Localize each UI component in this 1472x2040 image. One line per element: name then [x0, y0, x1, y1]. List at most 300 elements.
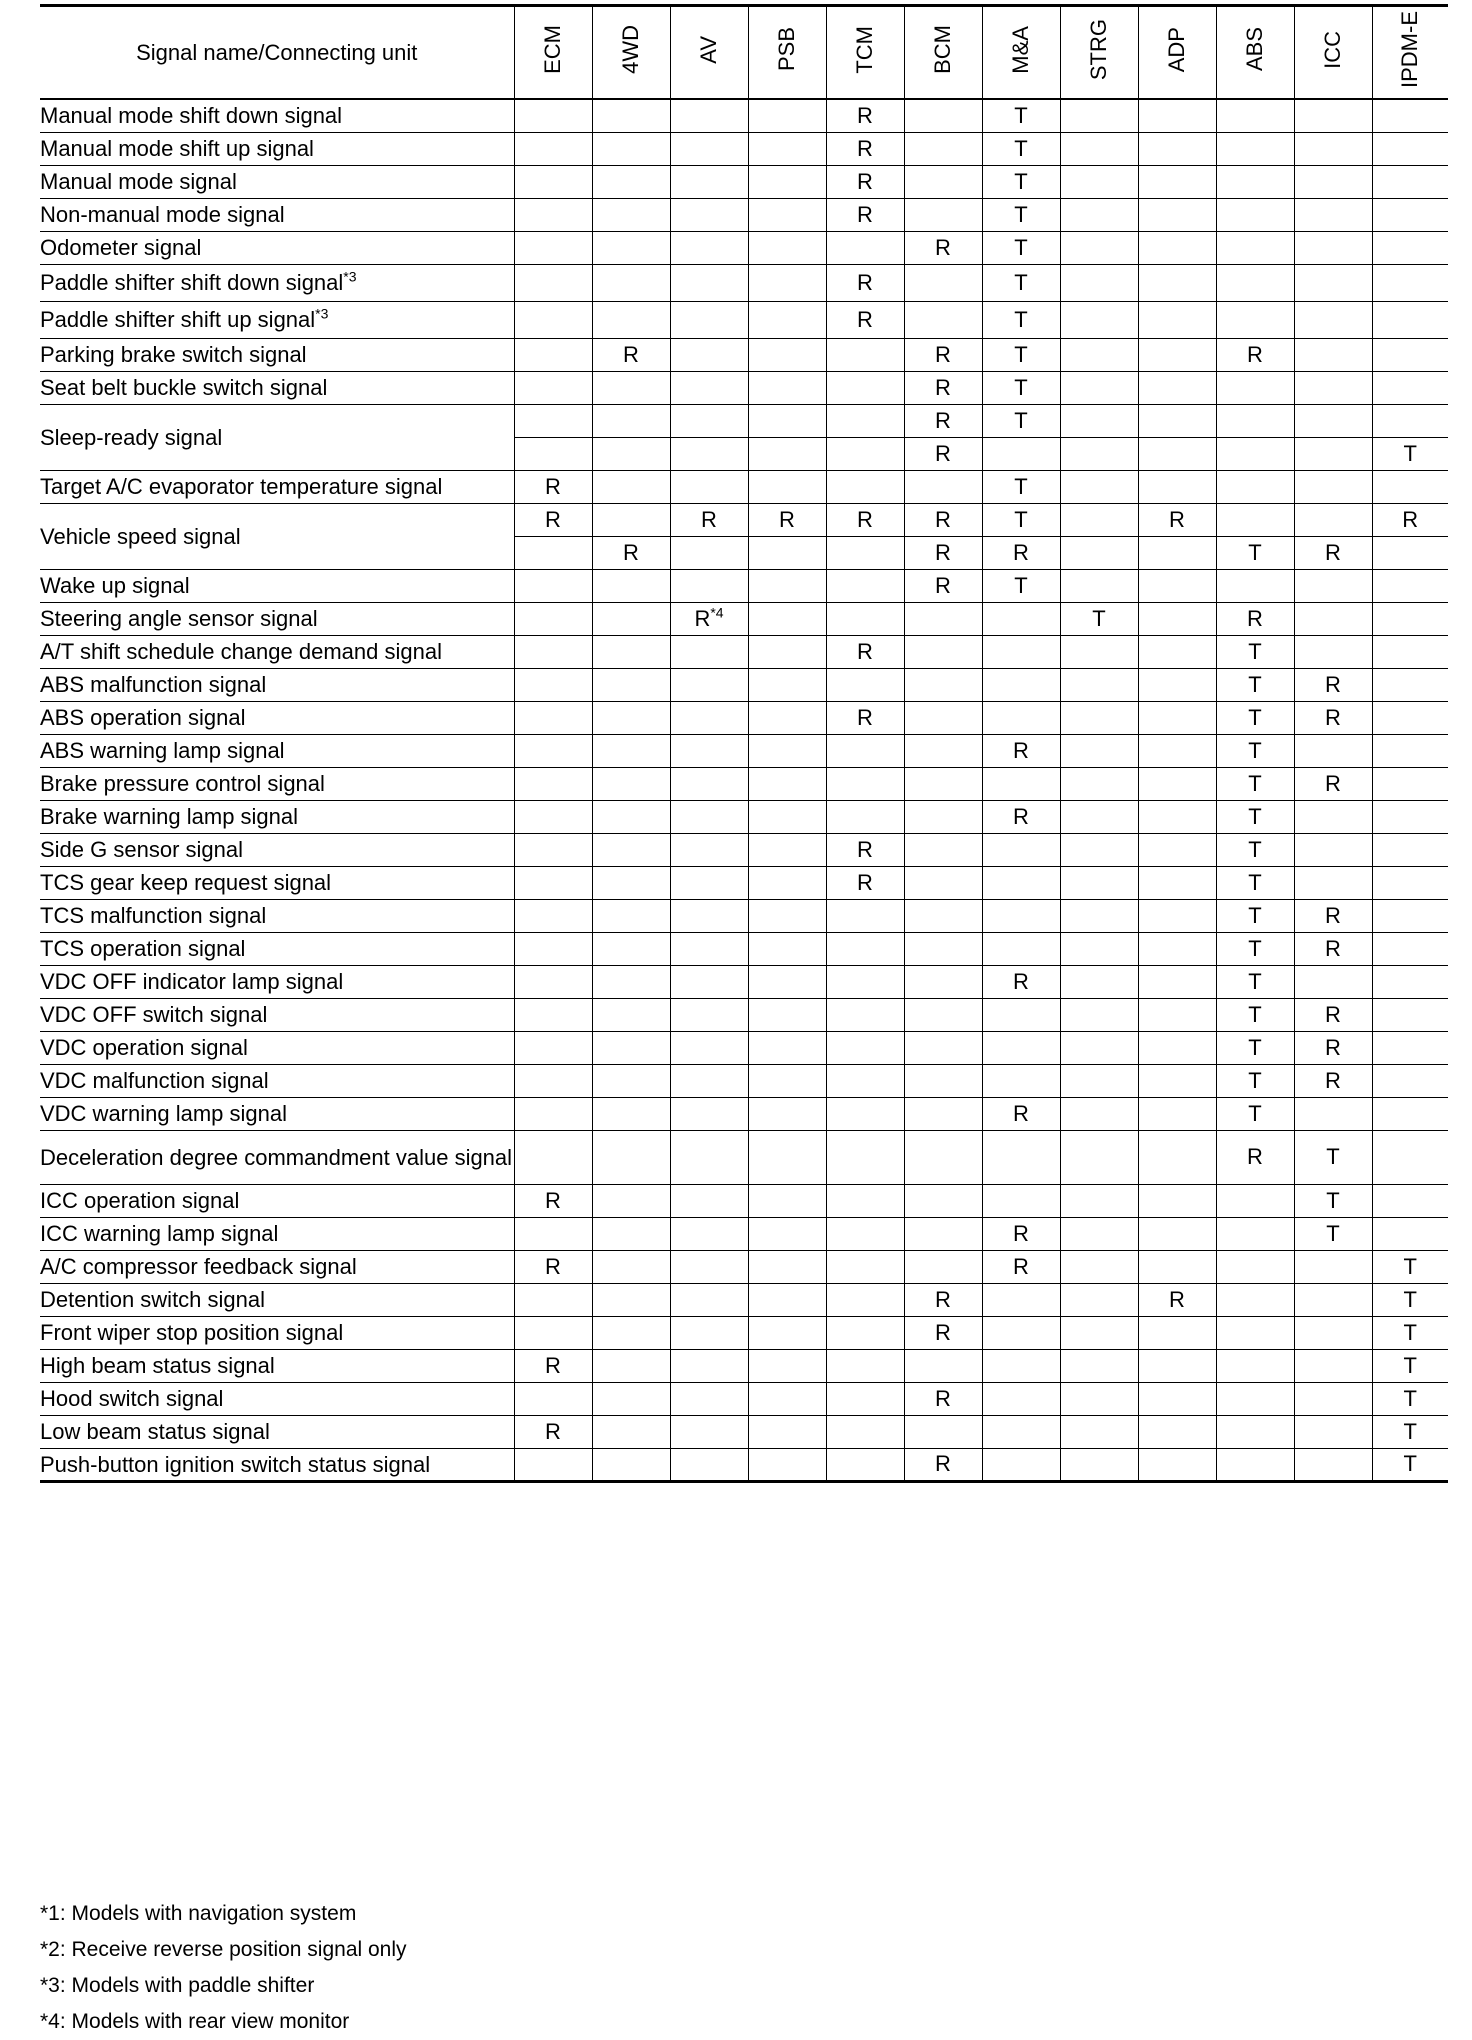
unit-header-strg: STRG	[1060, 6, 1138, 100]
signal-cell	[748, 602, 826, 635]
cell-value: T	[1248, 1067, 1262, 1093]
cell-value: R	[857, 201, 873, 227]
signal-cell	[982, 470, 1060, 503]
signal-cell	[748, 165, 826, 198]
signal-cell	[904, 1415, 982, 1448]
signal-name-cell	[40, 1184, 514, 1217]
signal-cell	[592, 165, 670, 198]
signal-cell	[748, 833, 826, 866]
signal-cell	[1294, 231, 1372, 264]
unit-header-av: AV	[670, 6, 748, 100]
signal-cell	[982, 503, 1060, 536]
signal-cell	[982, 1316, 1060, 1349]
signal-name: Manual mode shift down signal	[40, 103, 343, 129]
table-row	[40, 701, 1448, 734]
signal-cell	[748, 404, 826, 437]
signal-cell	[670, 701, 748, 734]
signal-cell	[592, 866, 670, 899]
signal-cell	[1138, 1349, 1216, 1382]
table-row	[40, 734, 1448, 767]
signal-cell	[1294, 932, 1372, 965]
cell-value: T	[1248, 1034, 1262, 1060]
signal-cell	[826, 635, 904, 668]
signal-cell	[1294, 198, 1372, 231]
signal-name-cell	[40, 734, 514, 767]
signal-cell	[904, 932, 982, 965]
signal-cell	[1060, 264, 1138, 301]
cell-value: T	[1326, 1187, 1340, 1213]
signal-name-cell	[40, 1316, 514, 1349]
signal-name: ICC warning lamp signal	[40, 1221, 279, 1246]
signal-cell	[514, 99, 592, 132]
signal-cell	[904, 536, 982, 569]
signal-cell	[1060, 767, 1138, 800]
signal-name: Wake up signal	[40, 573, 190, 598]
table-row	[40, 470, 1448, 503]
signal-cell	[904, 800, 982, 833]
cell-value: R	[701, 506, 717, 532]
footnote: *1: Models with navigation system	[40, 1902, 357, 1925]
signal-cell	[670, 998, 748, 1031]
cell-value: T	[1248, 770, 1262, 796]
signal-cell	[1294, 470, 1372, 503]
signal-cell	[1216, 1217, 1294, 1250]
signal-cell	[1372, 734, 1448, 767]
cell-value: R	[1325, 704, 1341, 730]
signal-name-cell	[40, 602, 514, 635]
signal-cell	[748, 701, 826, 734]
table-row	[40, 231, 1448, 264]
cell-value: R	[857, 506, 873, 532]
signal-cell	[514, 899, 592, 932]
signal-cell	[826, 1316, 904, 1349]
signal-name: Low beam status signal	[40, 1419, 270, 1444]
signal-cell	[592, 635, 670, 668]
cell-value: R	[1325, 902, 1341, 928]
signal-cell	[1372, 404, 1448, 437]
signal-cell	[1138, 165, 1216, 198]
signal-cell	[1060, 404, 1138, 437]
signal-cell	[982, 569, 1060, 602]
signal-cell	[670, 1250, 748, 1283]
signal-cell	[1060, 1382, 1138, 1415]
signal-cell	[670, 132, 748, 165]
signal-cell	[826, 1250, 904, 1283]
signal-cell	[982, 231, 1060, 264]
signal-cell	[1060, 1250, 1138, 1283]
signal-name: Non-manual mode signal	[40, 202, 285, 227]
signal-cell	[592, 536, 670, 569]
signal-name: Paddle shifter shift down signal	[40, 270, 344, 295]
signal-cell	[514, 800, 592, 833]
signal-cell	[982, 965, 1060, 998]
table-row	[40, 668, 1448, 701]
signal-cell	[670, 1064, 748, 1097]
signal-name: Detention switch signal	[40, 1287, 266, 1312]
signal-name: Brake warning lamp signal	[40, 804, 299, 829]
signal-name-cell	[40, 1283, 514, 1316]
table-row	[40, 1217, 1448, 1250]
signal-name: A/C compressor feedback signal	[40, 1254, 357, 1279]
signal-cell	[1138, 800, 1216, 833]
signal-cell	[514, 536, 592, 569]
signal-cell	[904, 264, 982, 301]
signal-cell	[904, 1448, 982, 1481]
signal-cell	[514, 668, 592, 701]
signal-name-cell	[40, 99, 514, 132]
signal-cell	[1060, 99, 1138, 132]
signal-name: Brake pressure control signal	[40, 771, 325, 796]
signal-cell	[1060, 1448, 1138, 1481]
signal-cell	[904, 1097, 982, 1130]
cell-value: R	[623, 341, 639, 367]
signal-cell	[1138, 1316, 1216, 1349]
signal-cell	[670, 965, 748, 998]
signal-cell	[1216, 701, 1294, 734]
signal-cell	[1216, 503, 1294, 536]
signal-cell	[1216, 932, 1294, 965]
signal-cell	[514, 503, 592, 536]
signal-cell	[982, 99, 1060, 132]
signal-cell	[1372, 602, 1448, 635]
signal-name: Manual mode shift up signal	[40, 136, 314, 161]
signal-cell	[1294, 635, 1372, 668]
signal-cell	[514, 338, 592, 371]
signal-cell	[1294, 668, 1372, 701]
cell-value: R	[935, 506, 951, 532]
signal-cell	[982, 264, 1060, 301]
signal-cell	[982, 734, 1060, 767]
table-row	[40, 1031, 1448, 1064]
signal-cell	[592, 198, 670, 231]
signal-cell	[670, 99, 748, 132]
signal-cell	[670, 1217, 748, 1250]
footnote: *2: Receive reverse position signal only	[40, 1938, 407, 1961]
signal-cell	[1138, 536, 1216, 569]
cell-value: T	[1014, 234, 1028, 260]
signal-cell	[592, 569, 670, 602]
signal-cell	[904, 1031, 982, 1064]
signal-cell	[904, 1130, 982, 1184]
signal-cell	[826, 767, 904, 800]
cell-value: R	[694, 605, 711, 631]
signal-cell	[982, 1250, 1060, 1283]
signal-cell	[514, 932, 592, 965]
signal-name: A/T shift schedule change demand signal	[40, 639, 442, 664]
cell-value: T	[1248, 803, 1262, 829]
unit-header-ecm: ECM	[514, 6, 592, 100]
signal-cell	[1294, 1349, 1372, 1382]
signal-cell	[670, 1349, 748, 1382]
signal-cell	[826, 569, 904, 602]
cell-value: T	[1248, 935, 1262, 961]
signal-cell	[514, 1130, 592, 1184]
signal-cell	[592, 371, 670, 404]
signal-cell	[670, 1184, 748, 1217]
signal-cell	[1294, 165, 1372, 198]
signal-cell	[904, 866, 982, 899]
signal-cell	[1216, 1097, 1294, 1130]
signal-cell	[670, 833, 748, 866]
signal-cell	[670, 1097, 748, 1130]
signal-footnote-ref: *3	[343, 268, 357, 285]
cell-value: T	[1248, 638, 1262, 664]
signal-cell	[1372, 1415, 1448, 1448]
signal-cell	[1216, 866, 1294, 899]
signal-cell	[904, 301, 982, 338]
signal-cell	[1216, 602, 1294, 635]
signal-cell	[1216, 404, 1294, 437]
signal-name: ABS malfunction signal	[40, 672, 267, 697]
signal-cell	[826, 800, 904, 833]
cell-value: R	[1247, 605, 1263, 631]
signal-cell	[1216, 1250, 1294, 1283]
signal-cell	[514, 1415, 592, 1448]
signal-cell	[514, 231, 592, 264]
signal-cell	[1372, 165, 1448, 198]
cell-value: R	[857, 638, 873, 664]
signal-cell	[982, 1184, 1060, 1217]
signal-name-cell	[40, 932, 514, 965]
signal-cell	[514, 1448, 592, 1481]
signal-cell	[670, 734, 748, 767]
signal-cell	[1372, 1349, 1448, 1382]
signal-cell	[826, 866, 904, 899]
signal-cell	[826, 338, 904, 371]
signal-cell	[1216, 734, 1294, 767]
cell-value: T	[1014, 102, 1028, 128]
table-row	[40, 503, 1448, 536]
signal-cell	[748, 198, 826, 231]
signal-cell	[904, 198, 982, 231]
signal-cell	[592, 1316, 670, 1349]
cell-value: R	[1402, 506, 1419, 532]
signal-name: VDC OFF indicator lamp signal	[40, 969, 344, 994]
signal-name-cell	[40, 833, 514, 866]
cell-value: T	[1248, 902, 1262, 928]
signal-cell	[670, 437, 748, 470]
signal-cell	[748, 301, 826, 338]
signal-cell	[1138, 1415, 1216, 1448]
cell-value: T	[1014, 306, 1028, 332]
signal-cell	[1372, 536, 1448, 569]
signal-cell	[826, 899, 904, 932]
signal-cell	[748, 1316, 826, 1349]
signal-cell	[1372, 231, 1448, 264]
signal-cell	[1138, 668, 1216, 701]
signal-cell	[592, 602, 670, 635]
signal-cell	[1294, 1184, 1372, 1217]
signal-name-cell	[40, 1217, 514, 1250]
cell-value: R	[1325, 770, 1341, 796]
signal-cell	[1372, 866, 1448, 899]
signal-cell	[826, 998, 904, 1031]
signal-cell	[592, 1064, 670, 1097]
signal-cell	[826, 1184, 904, 1217]
signal-cell	[592, 132, 670, 165]
signal-cell	[982, 701, 1060, 734]
signal-cell	[982, 165, 1060, 198]
signal-cell	[1138, 99, 1216, 132]
signal-cell	[826, 1415, 904, 1448]
signal-cell	[826, 602, 904, 635]
signal-cell	[982, 602, 1060, 635]
signal-cell	[1216, 635, 1294, 668]
table-row	[40, 569, 1448, 602]
signal-cell	[1060, 866, 1138, 899]
signal-cell	[592, 734, 670, 767]
signal-cell	[748, 767, 826, 800]
signal-cell	[1216, 371, 1294, 404]
signal-name-cell	[40, 338, 514, 371]
signal-cell	[1216, 1316, 1294, 1349]
signal-cell	[592, 301, 670, 338]
signal-cell	[748, 371, 826, 404]
signal-cell	[826, 371, 904, 404]
cell-value: R	[857, 102, 873, 128]
cell-value: R	[935, 572, 951, 598]
signal-cell	[826, 932, 904, 965]
signal-cell	[826, 198, 904, 231]
signal-name: Seat belt buckle switch signal	[40, 375, 328, 400]
signal-cell	[592, 1184, 670, 1217]
signal-cell	[904, 231, 982, 264]
cell-value: R	[935, 539, 951, 565]
signal-cell	[1372, 198, 1448, 231]
signal-cell	[1372, 1064, 1448, 1097]
table-row	[40, 301, 1448, 338]
signal-name-cell	[40, 899, 514, 932]
signal-name: Target A/C evaporator temperature signal	[40, 474, 443, 499]
signal-cell	[1372, 1031, 1448, 1064]
signal-cell	[1060, 301, 1138, 338]
table-row	[40, 1448, 1448, 1481]
signal-cell	[670, 1283, 748, 1316]
cell-value: R	[1013, 539, 1029, 565]
signal-cell	[1060, 1349, 1138, 1382]
cell-value: R	[1325, 539, 1341, 565]
signal-cell	[1138, 998, 1216, 1031]
signal-cell	[982, 767, 1060, 800]
cell-value: R	[779, 506, 795, 532]
signal-cell	[1138, 1217, 1216, 1250]
cell-value: R	[857, 869, 873, 895]
signal-cell	[904, 470, 982, 503]
signal-cell	[1138, 198, 1216, 231]
signal-cell	[1294, 1064, 1372, 1097]
signal-cell	[982, 899, 1060, 932]
signal-cell	[748, 264, 826, 301]
signal-cell	[592, 1097, 670, 1130]
signal-cell	[1138, 1031, 1216, 1064]
cell-value: T	[1014, 135, 1028, 161]
signal-cell	[1372, 503, 1448, 536]
signal-cell	[1060, 569, 1138, 602]
signal-name: Parking brake switch signal	[40, 342, 307, 367]
signal-cell	[982, 536, 1060, 569]
signal-cell	[904, 767, 982, 800]
signal-cell	[1294, 536, 1372, 569]
table-row	[40, 264, 1448, 301]
signal-name: Paddle shifter shift up signal	[40, 307, 316, 332]
signal-cell	[826, 301, 904, 338]
cell-value: T	[1326, 1220, 1340, 1246]
signal-cell	[1294, 404, 1372, 437]
signal-cell	[748, 503, 826, 536]
signal-cell	[1138, 132, 1216, 165]
cell-value: T	[1248, 968, 1262, 994]
signal-cell	[1216, 264, 1294, 301]
signal-cell	[1060, 1415, 1138, 1448]
signal-cell	[670, 1415, 748, 1448]
signal-cell	[1294, 503, 1372, 536]
cell-value: R	[1247, 341, 1263, 367]
signal-cell	[1060, 1130, 1138, 1184]
signal-cell	[514, 635, 592, 668]
signal-cell	[1138, 899, 1216, 932]
signal-cell	[1060, 668, 1138, 701]
signal-cell	[514, 1382, 592, 1415]
signal-cell	[1216, 899, 1294, 932]
signal-cell	[1138, 503, 1216, 536]
signal-cell	[1372, 998, 1448, 1031]
table-row	[40, 99, 1448, 132]
signal-cell	[670, 899, 748, 932]
signal-cell	[514, 569, 592, 602]
signal-name-cell	[40, 767, 514, 800]
cell-value: T	[1014, 374, 1028, 400]
cell-value: R	[935, 234, 951, 260]
signal-cell	[1294, 371, 1372, 404]
signal-cell	[1060, 1316, 1138, 1349]
cell-value: R	[545, 1187, 561, 1213]
signal-cell	[748, 1130, 826, 1184]
signal-name: VDC OFF switch signal	[40, 1002, 268, 1027]
signal-cell	[514, 404, 592, 437]
signal-cell	[1372, 1097, 1448, 1130]
signal-cell	[1138, 635, 1216, 668]
cell-value: R	[545, 1352, 561, 1378]
signal-cell	[1138, 1283, 1216, 1316]
cell-value: R	[1013, 737, 1029, 763]
signal-cell	[670, 231, 748, 264]
signal-cell	[904, 701, 982, 734]
signal-cell	[1060, 701, 1138, 734]
signal-cell	[1216, 668, 1294, 701]
signal-cell	[592, 800, 670, 833]
cell-value: T	[1403, 1385, 1417, 1411]
signal-cell	[592, 437, 670, 470]
signal-cell	[1060, 800, 1138, 833]
signal-cell	[1216, 833, 1294, 866]
signal-cell	[592, 1448, 670, 1481]
signal-cell	[514, 1316, 592, 1349]
signal-name: VDC malfunction signal	[40, 1068, 269, 1093]
signal-cell	[1216, 301, 1294, 338]
signal-cell	[592, 1250, 670, 1283]
signal-cell	[1216, 1382, 1294, 1415]
cell-value: R	[935, 1385, 951, 1411]
signal-cell	[592, 899, 670, 932]
signal-name: TCS malfunction signal	[40, 903, 267, 928]
signal-cell	[514, 734, 592, 767]
cell-value: R	[1169, 1286, 1185, 1312]
signal-name-cell	[40, 569, 514, 602]
signal-cell	[1138, 301, 1216, 338]
signal-cell	[826, 1448, 904, 1481]
signal-cell	[1060, 437, 1138, 470]
signal-name: VDC operation signal	[40, 1035, 248, 1060]
